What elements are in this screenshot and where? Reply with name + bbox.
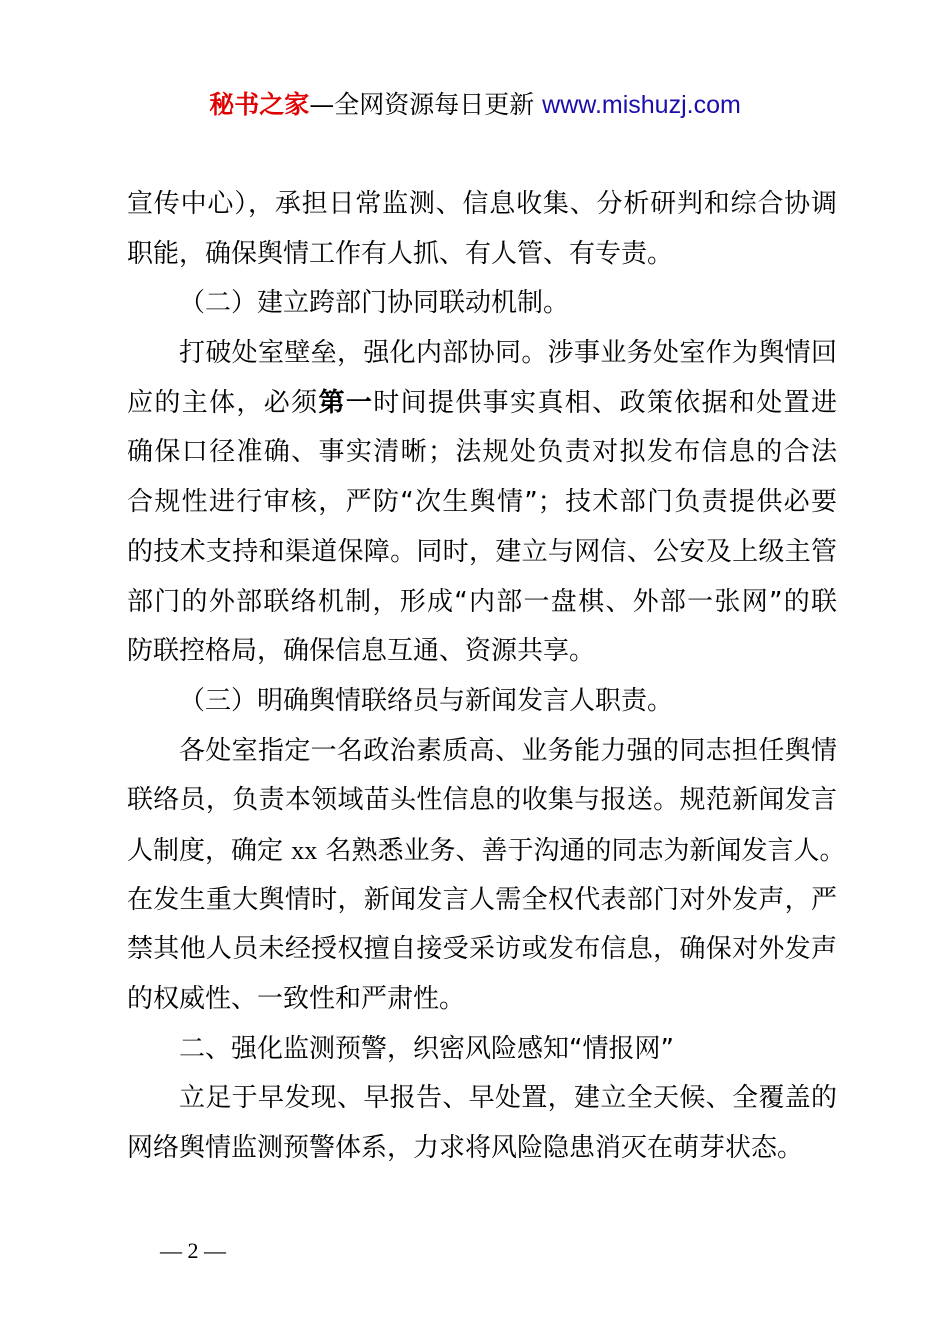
paragraph-line: 的技术支持和渠道保障。同时，建立与网信、公安及上级主管 — [127, 536, 837, 567]
page-header — [0, 88, 950, 122]
page-number: — 2 — — [160, 1238, 226, 1263]
paragraph-line: 的权威性、一致性和严肃性。 — [127, 984, 466, 1014]
paragraph-line — [127, 826, 846, 876]
bold-text: 第一 — [318, 387, 374, 418]
paragraph-line — [127, 379, 837, 429]
paragraph-line: 职能，确保舆情工作有人抓、有人管、有专责。 — [127, 238, 674, 269]
section-heading: 二、强化监测预警，织密风险感知“情报网” — [179, 1033, 674, 1064]
paragraph-line: 防联控格局，确保信息互通、资源共享。 — [127, 636, 596, 667]
site-url-link[interactable]: www.mishuzj.com — [542, 91, 741, 119]
paragraph-line: 合规性进行审核，严防“次生舆情”；技术部门负责提供必要 — [127, 487, 837, 518]
brand-name: 秘书之家 — [209, 90, 310, 119]
paragraph-line: 部门的外部联络机制，形成“内部一盘棋、外部一张网”的联 — [127, 586, 837, 617]
section-heading: （二）建立跨部门协同联动机制。 — [179, 288, 570, 319]
text-run: 时间提供事实真相、政策依据和处置进 — [373, 387, 837, 418]
section-heading: （三）明确舆情联络员与新闻发言人职责。 — [179, 685, 674, 716]
text-run: 人制度，确定 — [127, 835, 292, 866]
header-tagline: —全网资源每日更新 — [309, 90, 543, 119]
paragraph-line: 立足于早发现、早报告、早处置，建立全天候、全覆盖的 — [179, 1083, 837, 1114]
paragraph-line: 打破处室壁垒，强化内部协同。涉事业务处室作为舆情回 — [179, 338, 837, 369]
paragraph-line: 确保口径准确、事实清晰；法规处负责对拟发布信息的合法 — [127, 437, 837, 468]
document-body — [127, 180, 846, 1174]
placeholder-count: xx — [291, 835, 318, 865]
text-run: 名熟悉业务、善于沟通的同志为新闻发言人。 — [317, 835, 846, 866]
text-run: 应的主体，必须 — [127, 387, 319, 418]
paragraph-line: 宣传中心），承担日常监测、信息收集、分析研判和综合协调 — [127, 189, 837, 219]
paragraph-line: 网络舆情监测预警体系，力求将风险隐患消灭在萌芽状态。 — [127, 1133, 804, 1164]
paragraph-line: 禁其他人员未经授权擅自接受采访或发布信息，确保对外发声 — [127, 934, 837, 965]
paragraph-line: 联络员，负责本领域苗头性信息的收集与报送。规范新闻发言 — [127, 785, 837, 816]
paragraph-line: 在发生重大舆情时，新闻发言人需全权代表部门对外发声，严 — [127, 884, 837, 915]
paragraph-line: 各处室指定一名政治素质高、业务能力强的同志担任舆情 — [179, 735, 837, 766]
